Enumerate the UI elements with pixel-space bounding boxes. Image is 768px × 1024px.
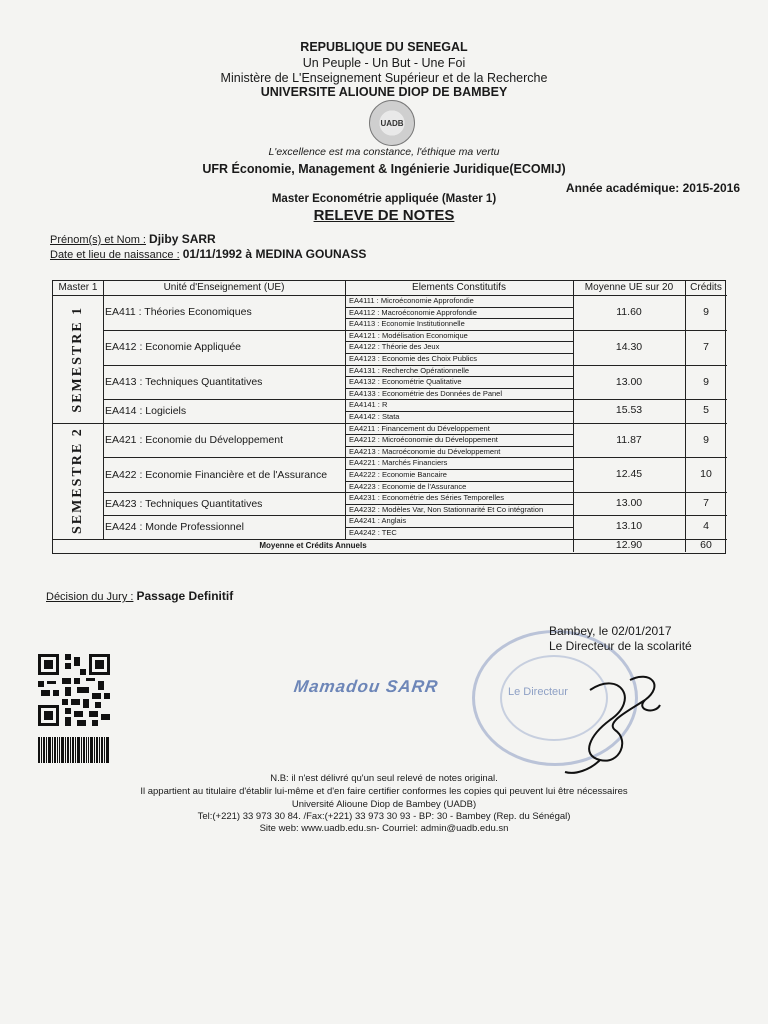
ue-label: EA412 : Economie Appliquée	[105, 341, 242, 354]
ec-divider	[345, 481, 573, 482]
footer-university: Université Alioune Diop de Bambey (UADB)	[291, 799, 477, 810]
ue-average: 13.00	[615, 375, 643, 388]
ue-credits: 4	[703, 520, 709, 533]
footer-note: N.B: il n'est délivré qu'un seul relevé de notes original.	[270, 773, 498, 784]
academic-year: Année académique: 2015-2016	[565, 181, 740, 195]
ec-label: EA4113 : Economie Institutionnelle	[349, 319, 465, 329]
ue-label: EA411 : Théories Economiques	[105, 306, 252, 319]
footer-copies-note: Il appartient au titulaire d'établir lui-même et d'en faire certifier conformes les copies qui peuvent lui être nécessaires	[140, 786, 628, 797]
footer-contact: Tel:(+221) 33 973 30 84. /Fax:(+221) 33 973 30 93 - BP: 30 - Bambey (Rep. du Sénégal)	[197, 811, 571, 822]
ec-divider	[345, 341, 573, 342]
student-birth: 01/11/1992 à MEDINA GOUNASS	[182, 247, 367, 261]
header-level: Master 1	[58, 282, 98, 293]
ec-label: EA4112 : Macroéconomie Approfondie	[349, 307, 477, 317]
ue-label: EA413 : Techniques Quantitatives	[105, 375, 263, 388]
ministry-name: Ministère de L'Enseignement Supérieur et de la Recherche	[220, 71, 548, 85]
col-divider	[573, 281, 574, 552]
student-birth-label: Date et lieu de naissance :	[50, 249, 180, 261]
ec-label: EA4222 : Economie Bancaire	[349, 470, 447, 479]
signer-name-stamp: Mamadou SARR	[292, 677, 440, 696]
document-title: RELEVE DE NOTES	[313, 207, 455, 224]
ec-label: EA4122 : Théorie des Jeux	[349, 342, 440, 352]
ec-divider	[345, 376, 573, 377]
student-name-label: Prénom(s) et Nom :	[50, 234, 146, 246]
ec-label: EA4213 : Macroéconomie du Développement	[349, 446, 501, 456]
jury-decision-label: Décision du Jury :	[46, 591, 134, 603]
university-name: UNIVERSITE ALIOUNE DIOP DE BAMBEY	[260, 85, 508, 99]
barcode	[38, 737, 110, 763]
ec-label: EA4111 : Microéconomie Approfondie	[349, 296, 474, 305]
program-name: Master Econométrie appliquée (Master 1)	[271, 193, 497, 205]
ec-divider	[345, 446, 573, 447]
ue-credits: 5	[703, 404, 709, 417]
ue-label: EA421 : Economie du Développement	[105, 433, 284, 446]
ue-credits: 7	[703, 340, 709, 353]
ec-label: EA4232 : Modèles Var, Non Stationnarité Et Co intégration	[349, 504, 544, 514]
ue-credits: 10	[700, 468, 712, 481]
student-name: Djiby SARR	[149, 232, 216, 246]
jury-decision-value: Passage Definitif	[136, 589, 234, 603]
col-divider	[685, 281, 686, 552]
ec-divider	[345, 353, 573, 354]
signature-place-date: Bambey, le 02/01/2017	[549, 624, 672, 638]
header-average: Moyenne UE sur 20	[584, 282, 674, 293]
qr-code	[38, 654, 110, 726]
ec-label: EA4241 : Anglais	[349, 516, 407, 526]
ec-label: EA4132 : Econométrie Qualitative	[349, 377, 462, 387]
university-logo	[369, 100, 415, 146]
ec-divider	[345, 411, 573, 412]
ec-label: EA4242 : TEC	[349, 528, 397, 537]
ue-label: EA414 : Logiciels	[105, 404, 187, 417]
ec-divider	[345, 504, 573, 505]
logo-text: UADB	[380, 118, 404, 128]
semester-label: SEMESTRE 1	[70, 305, 85, 413]
ec-label: EA4123 : Economie des Choix Publics	[349, 354, 477, 363]
ue-credits: 9	[703, 306, 709, 318]
ue-average: 14.30	[615, 340, 643, 353]
ue-average: 12.45	[615, 468, 643, 481]
ue-label: EA423 : Techniques Quantitatives	[105, 497, 263, 510]
total-average: 12.90	[615, 538, 643, 551]
ec-label: EA4221 : Marchés Financiers	[349, 458, 448, 468]
student-birth-row	[50, 247, 366, 261]
ue-credits: 9	[703, 433, 709, 446]
university-motto: L'excellence est ma constance, l'éthique ma vertu	[268, 146, 500, 158]
ue-label: EA424 : Monde Professionnel	[105, 520, 244, 533]
ec-divider	[345, 388, 573, 389]
ec-divider	[345, 307, 573, 308]
ue-average: 13.00	[615, 497, 643, 510]
ec-label: EA4141 : R	[349, 400, 388, 410]
grades-table	[52, 280, 726, 554]
ec-label: EA4223 : Economie de l'Assurance	[349, 481, 467, 491]
student-name-row	[50, 232, 216, 246]
semester-label: SEMESTRE 2	[70, 427, 85, 534]
ue-average: 13.10	[615, 520, 643, 533]
ufr-name: UFR Économie, Management & Ingénierie Juridique(ECOMIJ)	[202, 162, 566, 176]
footer-website: Site web: www.uadb.edu.sn- Courriel: admin@uadb.edu.sn	[259, 823, 509, 834]
ue-credits: 7	[703, 497, 709, 510]
ec-label: EA4212 : Microéconomie du Développement	[349, 435, 498, 445]
ue-average: 11.60	[616, 306, 642, 318]
country-motto: Un Peuple - Un But - Une Foi	[302, 56, 466, 70]
ue-label: EA422 : Economie Financière et de l'Assurance	[105, 468, 328, 481]
ec-label: EA4142 : Stata	[349, 412, 400, 421]
col-divider	[103, 281, 104, 539]
ec-label: EA4121 : Modélisation Economique	[349, 330, 468, 340]
ue-average: 15.53	[615, 404, 643, 417]
header-ec: Elements Constitutifs	[412, 282, 506, 293]
stamp-text: Le Directeur	[508, 686, 568, 698]
ec-label: EA4211 : Financement du Développement	[349, 423, 490, 433]
header-credits: Crédits	[690, 282, 722, 293]
total-label: Moyenne et Crédits Annuels	[259, 540, 367, 550]
col-divider	[345, 281, 346, 539]
ec-label: EA4133 : Econométrie des Données de Panel	[349, 388, 503, 398]
header-ue: Unité d'Enseignement (UE)	[163, 282, 285, 293]
signature-role: Le Directeur de la scolarité	[549, 639, 692, 653]
ue-credits: 9	[703, 375, 709, 388]
ec-divider	[345, 469, 573, 470]
country-title: REPUBLIQUE DU SENEGAL	[300, 40, 468, 54]
ue-average: 11.87	[616, 433, 642, 446]
ec-divider	[345, 434, 573, 435]
ec-label: EA4231 : Econométrie des Séries Temporelles	[349, 493, 504, 503]
ec-label: EA4131 : Recherche Opérationnelle	[349, 365, 470, 375]
ec-divider	[345, 527, 573, 528]
handwritten-signature	[560, 660, 670, 780]
jury-decision	[46, 589, 233, 603]
total-credits: 60	[700, 538, 712, 551]
ec-divider	[345, 318, 573, 319]
